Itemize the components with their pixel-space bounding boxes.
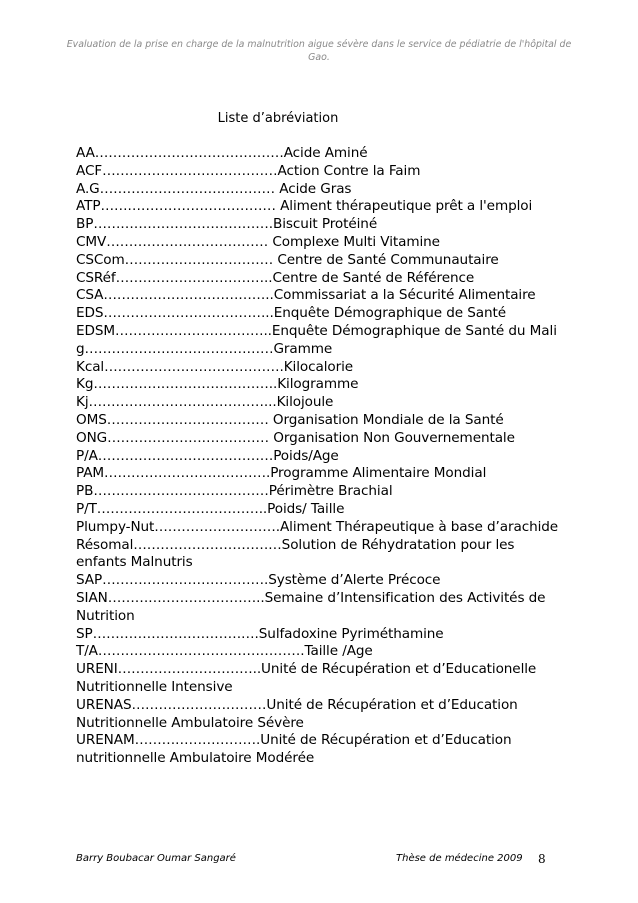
- abbreviation-entry: BP………………………………….Biscuit Protéiné: [76, 216, 378, 233]
- footer-author: Barry Boubacar Oumar Sangaré: [76, 853, 236, 864]
- running-header: Evaluation de la prise en charge de la malnutrition aigue sévère dans le service de pédiatrie de l'hôpital de Gao.: [66, 39, 572, 63]
- abbreviation-entry: P/A…………………………………Poids/Age: [76, 447, 339, 464]
- abbreviation-entry: Kcal………………………………….Kilocalorie: [76, 358, 354, 375]
- abbreviation-entry: ATP………………………………… Aliment thérapeutique prêt a l'emploi: [76, 198, 533, 215]
- abbreviation-list: [76, 145, 564, 768]
- abbreviation-entry: g……………………………………Gramme: [76, 340, 333, 357]
- abbreviation-entry: A.G………………………………… Acide Gras: [76, 180, 352, 197]
- abbreviation-entry: PB…………………………………Périmètre Brachial: [76, 483, 393, 500]
- abbreviation-entry: Résomal……………………………Solution de Réhydratation pour les enfants Malnutris: [76, 536, 515, 571]
- abbreviation-entry: ONG……………………………… Organisation Non Gouvernementale: [76, 429, 515, 446]
- abbreviation-entry: P/T………………………………..Poids/ Taille: [76, 500, 345, 517]
- abbreviation-entry: AA……………………………………Acide Aminé: [76, 145, 368, 161]
- abbreviation-entry: URENAM……………………….Unité de Récupération et d’Education nutritionnelle Ambulatoire Modérée: [76, 732, 512, 767]
- abbreviation-entry: PAM……………………………….Programme Alimentaire Mondial: [76, 465, 487, 482]
- abbreviation-entry: URENAS…………………………Unité de Récupération et d’Education Nutritionnelle Ambulatoire Sévère: [76, 696, 518, 731]
- abbreviation-entry: SAP……………………………….Système d’Alerte Précoce: [76, 572, 441, 589]
- section-title: Liste d’abréviation: [217, 111, 339, 126]
- abbreviation-entry: T/A……………………………………….Taille /Age: [76, 643, 373, 660]
- abbreviation-entry: CSCom…………………………… Centre de Santé Communautaire: [76, 251, 499, 268]
- abbreviation-entry: OMS……………………………… Organisation Mondiale de la Santé: [76, 411, 504, 428]
- abbreviation-entry: Kg…………………………………..Kilogramme: [76, 376, 359, 393]
- abbreviation-entry: Plumpy-Nut……………………….Aliment Thérapeutique à base d’arachide: [76, 518, 559, 535]
- abbreviation-entry: ACF…………………………………Action Contre la Faim: [76, 162, 421, 179]
- abbreviation-entry: SP……………………………….Sulfadoxine Pyriméthamine: [76, 625, 444, 642]
- abbreviation-entry: URENI…………………………..Unité de Récupération et d’Educationelle Nutritionnelle Intensive: [76, 661, 537, 695]
- abbreviation-entry: CMV……………………………… Complexe Multi Vitamine: [76, 233, 440, 250]
- footer-thesis-label: Thèse de médecine 2009: [396, 853, 523, 864]
- abbreviation-entry: Kj…………………………………...Kilojoule: [76, 394, 334, 411]
- page-number: 8: [538, 852, 546, 866]
- abbreviation-entry: EDS………………………………..Enquête Démographique de Santé: [76, 305, 507, 322]
- abbreviation-entry: CSA………………………………..Commissariat a la Sécurité Alimentaire: [76, 287, 536, 304]
- abbreviation-entry: EDSM……………………………..Enquête Démographique de Santé du Mali: [76, 322, 557, 339]
- abbreviation-entry: SIAN……………………………..Semaine d’Intensification des Activités de Nutrition: [76, 589, 546, 624]
- abbreviation-entry: CSRéf……………………………..Centre de Santé de Référence: [76, 269, 475, 286]
